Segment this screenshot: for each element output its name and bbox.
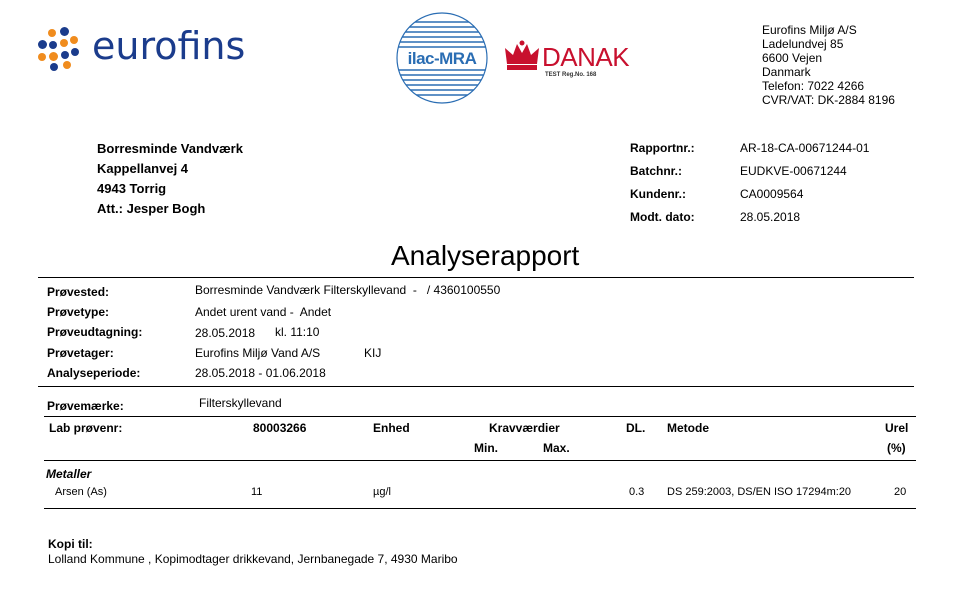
danak-text: DANAK: [542, 42, 630, 72]
provested-value: Borresminde Vandværk Filterskyllevand - / 4360100550: [195, 283, 501, 297]
divider-table-bottom: [44, 508, 916, 509]
row-dl: 0.3: [629, 486, 645, 498]
kopi-text: Lolland Kommune , Kopimodtager drikkevand, Jernbanegade 7, 4930 Maribo: [48, 552, 458, 566]
row-method: DS 259:2003, DS/EN ISO 17294m:20: [667, 486, 852, 498]
ilac-mra-badge: [396, 12, 488, 104]
col-max: Max.: [543, 441, 570, 455]
analyseperiode-label: Analyseperiode:: [47, 366, 141, 380]
row-urel: 20: [894, 486, 907, 498]
recipient-street: Kappellanvej 4: [97, 161, 189, 176]
recipient-name: Borresminde Vandværk: [97, 141, 243, 156]
meta-label-modt-dato: Modt. dato:: [630, 210, 695, 224]
udtagning-label: Prøveudtagning:: [47, 325, 143, 339]
eurofins-dots-icon: [36, 26, 82, 72]
divider-provemaerke: [44, 416, 916, 417]
company-city: 6600 Vejen: [762, 51, 823, 65]
company-street: Ladelundvej 85: [762, 37, 844, 51]
udtagning-time: kl. 11:10: [275, 325, 320, 339]
divider-info: [38, 386, 914, 387]
meta-value-modt-dato: 28.05.2018: [740, 210, 801, 224]
row-unit: µg/l: [373, 486, 391, 498]
col-urel: Urel: [885, 421, 909, 435]
provetager-label: Prøvetager:: [47, 346, 114, 360]
danak-reg: TEST Reg.No. 168: [545, 72, 597, 78]
divider-top: [38, 277, 914, 278]
eurofins-logo: [36, 26, 266, 74]
crown-icon: [504, 40, 540, 72]
col-dl: DL.: [626, 421, 646, 435]
provemaerke-value: Filterskyllevand: [199, 396, 282, 410]
danak-logo: [504, 38, 644, 84]
ilac-text: ilac-MRA: [407, 49, 477, 68]
meta-value-kundenr: CA0009564: [740, 187, 804, 201]
provetype-value: Andet urent vand - Andet: [195, 305, 332, 319]
company-address: [762, 23, 895, 107]
udtagning-date: 28.05.2018: [195, 326, 256, 340]
col-urel-unit: (%): [887, 441, 906, 455]
meta-value-rapportnr: AR-18-CA-00671244-01: [740, 141, 870, 155]
company-cvr: CVR/VAT: DK-2884 8196: [762, 93, 895, 107]
kopi-label: Kopi til:: [48, 537, 93, 551]
company-country: Danmark: [762, 65, 811, 79]
meta-label-kundenr: Kundenr.:: [630, 187, 686, 201]
col-enhed: Enhed: [373, 421, 410, 435]
meta-value-batchnr: EUDKVE-00671244: [740, 164, 847, 178]
row-param: Arsen (As): [55, 486, 107, 498]
report-title: Analyserapport: [391, 240, 580, 271]
provemaerke-label: Prøvemærke:: [47, 399, 124, 413]
provested-label: Prøvested:: [47, 285, 110, 299]
section-metaller: Metaller: [46, 467, 92, 481]
recipient-address: [97, 139, 243, 219]
provetager-initials: KIJ: [364, 346, 382, 360]
eurofins-wordmark: eurofins: [92, 24, 246, 68]
analyseperiode-value: 28.05.2018 - 01.06.2018: [195, 366, 326, 380]
provetager-value: Eurofins Miljø Vand A/S: [195, 346, 321, 360]
meta-label-rapportnr: Rapportnr.:: [630, 141, 695, 155]
recipient-att: Att.: Jesper Bogh: [97, 201, 206, 216]
company-name: Eurofins Miljø A/S: [762, 23, 857, 37]
lab-provenr-value: 80003266: [253, 421, 307, 435]
company-phone: Telefon: 7022 4266: [762, 79, 865, 93]
row-value: 11: [251, 486, 263, 498]
recipient-city: 4943 Torrig: [97, 181, 167, 196]
col-min: Min.: [474, 441, 498, 455]
divider-table-header: [44, 460, 916, 461]
meta-label-batchnr: Batchnr.:: [630, 164, 683, 178]
provetype-label: Prøvetype:: [47, 305, 110, 319]
col-metode: Metode: [667, 421, 709, 435]
lab-provenr-label: Lab prøvenr:: [49, 421, 123, 435]
col-kravvaerdier: Kravværdier: [489, 421, 560, 435]
